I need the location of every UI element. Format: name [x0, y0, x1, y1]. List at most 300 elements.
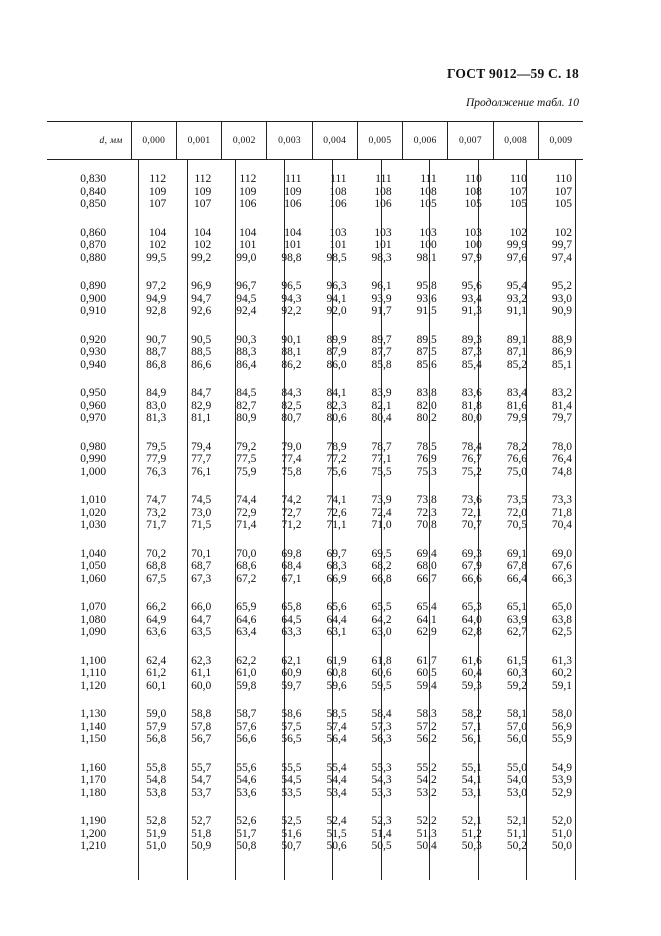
- value-cell: 100: [464, 239, 482, 251]
- value-cell: 66,2: [146, 601, 167, 613]
- value-cell: 104: [194, 226, 212, 239]
- value-cell: 55,3: [371, 761, 392, 774]
- value-cell: 64,4: [326, 613, 347, 626]
- value-cell: 58,1: [506, 708, 527, 720]
- value-cell: 103: [419, 226, 437, 239]
- value-cell: 76,1: [191, 465, 212, 478]
- value-cell: 58,5: [326, 708, 347, 720]
- value-cell: 69,4: [416, 547, 437, 560]
- table-row: [47, 359, 583, 372]
- value-cell: 83,0: [146, 399, 167, 412]
- value-cell: 73,0: [191, 506, 212, 519]
- value-cell: 63,6: [146, 626, 167, 638]
- value-cell: 56,6: [236, 733, 257, 745]
- value-cell: 92,0: [326, 305, 347, 317]
- value-cell: 70,2: [146, 547, 167, 560]
- value-cell: 91,1: [506, 305, 527, 317]
- table-header-row: [47, 122, 583, 160]
- value-cell: 56,2: [416, 733, 437, 745]
- value-cell: 107: [509, 185, 527, 198]
- value-cell: 87,5: [416, 346, 437, 358]
- value-cell: 103: [329, 226, 347, 239]
- table-row: [47, 346, 583, 359]
- value-cell: 67,3: [191, 572, 212, 585]
- value-cell: 63,5: [191, 626, 212, 638]
- value-cell: 54,9: [551, 761, 573, 774]
- value-cell: 53,5: [281, 786, 302, 799]
- value-cell: 107: [148, 198, 167, 210]
- value-cell: 71,0: [371, 519, 392, 531]
- table-row: [47, 227, 583, 240]
- table-row: [47, 601, 583, 614]
- table-row: [47, 507, 583, 520]
- value-cell: 88,9: [551, 333, 573, 346]
- table-row: [47, 280, 583, 293]
- table-row: [47, 560, 583, 573]
- value-cell: 97,6: [506, 251, 527, 264]
- diameter-cell: 1,080: [80, 613, 107, 626]
- value-cell: 90,3: [236, 333, 257, 346]
- value-cell: 87,7: [371, 346, 392, 358]
- table-row: [47, 721, 583, 734]
- row-group: [47, 601, 583, 639]
- diameter-cell: 1,180: [80, 786, 107, 799]
- diameter-cell: 1,150: [80, 733, 107, 745]
- diameter-cell: 1,140: [80, 720, 107, 733]
- row-group: [47, 280, 583, 318]
- value-cell: 70,8: [416, 519, 437, 531]
- value-cell: 111: [375, 173, 392, 185]
- value-cell: 112: [194, 173, 212, 185]
- value-cell: 94,5: [236, 292, 257, 305]
- value-cell: 89,7: [371, 333, 392, 346]
- value-cell: 50,0: [551, 840, 573, 852]
- table-row: [47, 655, 583, 668]
- value-cell: 96,9: [191, 280, 212, 292]
- value-cell: 50,3: [461, 840, 482, 852]
- table-row: [47, 305, 583, 318]
- value-cell: 54,5: [281, 774, 302, 786]
- value-cell: 52,7: [191, 815, 212, 827]
- value-cell: 51,1: [506, 827, 527, 840]
- value-cell: 63,4: [236, 626, 257, 638]
- value-cell: 56,0: [506, 733, 527, 745]
- value-cell: 73,3: [551, 494, 573, 506]
- value-cell: 55,4: [326, 761, 347, 774]
- table-row: [47, 762, 583, 775]
- value-cell: 78,9: [326, 440, 347, 453]
- value-cell: 59,4: [416, 679, 437, 692]
- value-cell: 66,9: [326, 572, 347, 585]
- diameter-cell: 0,830: [80, 173, 107, 185]
- value-cell: 97,4: [551, 251, 573, 264]
- value-cell: 50,9: [191, 840, 212, 852]
- value-cell: 72,3: [416, 506, 437, 519]
- value-cell: 95,4: [506, 280, 527, 292]
- diameter-cell: 1,100: [80, 654, 107, 667]
- value-cell: 110: [555, 173, 573, 185]
- diameter-cell: 1,210: [80, 840, 107, 852]
- value-cell: 58,4: [371, 708, 392, 720]
- diameter-cell: 0,940: [80, 358, 107, 371]
- value-cell: 57,4: [326, 720, 347, 733]
- value-cell: 81,1: [191, 412, 212, 424]
- column-header: 0,007: [447, 122, 492, 159]
- value-cell: 84,7: [191, 387, 212, 399]
- row-group: [47, 548, 583, 586]
- table-row: [47, 626, 583, 639]
- value-cell: 86,6: [191, 358, 212, 371]
- value-cell: 75,9: [236, 465, 257, 478]
- value-cell: 82,5: [281, 399, 302, 412]
- value-cell: 50,8: [236, 840, 257, 852]
- value-cell: 52,5: [281, 815, 302, 827]
- value-cell: 55,9: [551, 733, 573, 745]
- column-header: 0,002: [221, 122, 266, 159]
- diameter-cell: 1,030: [80, 519, 107, 531]
- value-cell: 53,1: [461, 786, 482, 799]
- value-cell: 98,1: [416, 251, 437, 264]
- value-cell: 64,1: [416, 613, 437, 626]
- value-cell: 76,4: [551, 453, 573, 465]
- value-cell: 94,9: [146, 292, 167, 305]
- value-cell: 56,5: [281, 733, 302, 745]
- value-cell: 110: [465, 173, 482, 185]
- value-cell: 51,7: [236, 827, 257, 840]
- value-cell: 89,9: [326, 333, 347, 346]
- value-cell: 60,1: [146, 679, 167, 692]
- value-cell: 62,4: [146, 654, 167, 667]
- value-cell: 70,7: [461, 519, 482, 531]
- value-cell: 52,4: [326, 815, 347, 827]
- value-cell: 60,5: [416, 667, 437, 679]
- value-cell: 83,9: [371, 387, 392, 399]
- value-cell: 85,2: [506, 358, 527, 371]
- value-cell: 65,4: [416, 601, 437, 613]
- value-cell: 50,5: [371, 840, 392, 852]
- value-cell: 64,7: [191, 613, 212, 626]
- value-cell: 86,0: [326, 358, 347, 371]
- value-cell: 76,7: [461, 453, 482, 465]
- value-cell: 83,6: [461, 387, 482, 399]
- value-cell: 55,0: [506, 761, 527, 774]
- value-cell: 63,3: [281, 626, 302, 638]
- value-cell: 101: [284, 239, 302, 251]
- value-cell: 51,8: [191, 827, 212, 840]
- table-row: [47, 387, 583, 400]
- row-group: [47, 173, 583, 211]
- value-cell: 65,8: [281, 601, 302, 613]
- value-cell: 68,0: [416, 560, 437, 572]
- value-cell: 93,2: [506, 292, 527, 305]
- column-header: 0,009: [538, 122, 583, 159]
- value-cell: 103: [374, 226, 392, 239]
- value-cell: 86,4: [236, 358, 257, 371]
- diameter-cell: 0,930: [80, 346, 107, 358]
- value-cell: 52,1: [461, 815, 482, 827]
- row-group: [47, 762, 583, 800]
- value-cell: 53,4: [326, 786, 347, 799]
- value-cell: 84,9: [146, 387, 167, 399]
- value-cell: 57,6: [236, 720, 257, 733]
- value-cell: 59,8: [236, 679, 257, 692]
- value-cell: 78,4: [461, 440, 482, 453]
- table-row: [47, 680, 583, 693]
- value-cell: 51,3: [416, 827, 437, 840]
- value-cell: 55,6: [236, 761, 257, 774]
- value-cell: 61,6: [461, 654, 482, 667]
- value-cell: 71,1: [326, 519, 347, 531]
- value-cell: 60,6: [371, 667, 392, 679]
- value-cell: 104: [284, 226, 302, 239]
- value-cell: 61,0: [236, 667, 257, 679]
- row-group: [47, 494, 583, 532]
- value-cell: 77,2: [326, 453, 347, 465]
- value-cell: 50,6: [326, 840, 347, 852]
- value-cell: 68,2: [371, 560, 392, 572]
- value-cell: 51,5: [326, 827, 347, 840]
- value-cell: 78,7: [371, 440, 392, 453]
- value-cell: 54,2: [416, 774, 437, 786]
- value-cell: 89,1: [506, 333, 527, 346]
- value-cell: 62,5: [551, 626, 573, 638]
- table-row: [47, 774, 583, 787]
- diameter-cell: 1,190: [80, 815, 107, 827]
- value-cell: 102: [194, 239, 212, 251]
- table-continuation-caption: Продолжение табл. 10: [466, 97, 579, 109]
- value-cell: 101: [374, 239, 392, 251]
- diameter-cell: 0,920: [80, 333, 107, 346]
- table-row: [47, 400, 583, 413]
- diameter-cell: 0,900: [80, 292, 107, 305]
- value-cell: 109: [239, 185, 257, 198]
- value-cell: 90,7: [146, 333, 167, 346]
- value-cell: 92,2: [281, 305, 302, 317]
- value-cell: 62,7: [506, 626, 527, 638]
- value-cell: 51,2: [461, 827, 482, 840]
- value-cell: 61,9: [326, 654, 347, 667]
- value-cell: 66,3: [551, 572, 573, 585]
- value-cell: 86,8: [146, 358, 167, 371]
- value-cell: 97,2: [146, 280, 167, 292]
- value-cell: 80,6: [326, 412, 347, 424]
- value-cell: 56,4: [326, 733, 347, 745]
- value-cell: 107: [194, 198, 212, 210]
- value-cell: 72,4: [371, 506, 392, 519]
- diameter-cell: 1,040: [80, 547, 107, 560]
- value-cell: 105: [554, 198, 573, 210]
- value-cell: 76,3: [146, 465, 167, 478]
- value-cell: 82,1: [371, 399, 392, 412]
- value-cell: 96,7: [236, 280, 257, 292]
- value-cell: 64,9: [146, 613, 167, 626]
- diameter-cell: 0,860: [80, 226, 107, 239]
- table-row: [47, 840, 583, 853]
- value-cell: 103: [464, 226, 482, 239]
- column-header: 0,008: [493, 122, 538, 159]
- value-cell: 62,8: [461, 626, 482, 638]
- value-cell: 67,9: [461, 560, 482, 572]
- value-cell: 60,4: [461, 667, 482, 679]
- value-cell: 84,1: [326, 387, 347, 399]
- value-cell: 70,0: [236, 547, 257, 560]
- value-cell: 60,8: [326, 667, 347, 679]
- diameter-cell: 1,120: [80, 679, 107, 692]
- value-cell: 106: [374, 198, 392, 210]
- value-cell: 74,5: [191, 494, 212, 506]
- value-cell: 78,0: [551, 440, 573, 453]
- value-cell: 54,0: [506, 774, 527, 786]
- value-cell: 80,2: [416, 412, 437, 424]
- value-cell: 80,4: [371, 412, 392, 424]
- diameter-cell: 1,200: [80, 827, 107, 840]
- table-body: [47, 160, 583, 880]
- table-row: [47, 198, 583, 211]
- value-cell: 53,6: [236, 786, 257, 799]
- value-cell: 105: [509, 198, 527, 210]
- value-cell: 74,4: [236, 494, 257, 506]
- value-cell: 75,5: [371, 465, 392, 478]
- value-cell: 55,5: [281, 761, 302, 774]
- value-cell: 77,5: [236, 453, 257, 465]
- value-cell: 72,6: [326, 506, 347, 519]
- value-cell: 69,7: [326, 547, 347, 560]
- diameter-cell: 1,090: [80, 626, 107, 638]
- value-cell: 99,5: [146, 251, 167, 264]
- value-cell: 71,4: [236, 519, 257, 531]
- value-cell: 80,7: [281, 412, 302, 424]
- value-cell: 93,0: [551, 292, 573, 305]
- table-row: [47, 548, 583, 561]
- value-cell: 86,2: [281, 358, 302, 371]
- value-cell: 91,3: [461, 305, 482, 317]
- column-header: 0,000: [131, 122, 176, 159]
- value-cell: 54,8: [146, 774, 167, 786]
- value-cell: 73,5: [506, 494, 527, 506]
- value-cell: 53,0: [506, 786, 527, 799]
- value-cell: 50,7: [281, 840, 302, 852]
- value-cell: 112: [149, 173, 167, 185]
- value-cell: 57,0: [506, 720, 527, 733]
- diameter-cell: 0,990: [80, 453, 107, 465]
- value-cell: 88,3: [236, 346, 257, 358]
- value-cell: 79,4: [191, 440, 212, 453]
- value-cell: 66,6: [461, 572, 482, 585]
- row-group: [47, 387, 583, 425]
- value-cell: 87,3: [461, 346, 482, 358]
- value-cell: 106: [239, 198, 257, 210]
- value-cell: 64,2: [371, 613, 392, 626]
- value-cell: 107: [554, 185, 573, 198]
- value-cell: 105: [464, 198, 482, 210]
- value-cell: 109: [148, 185, 167, 198]
- value-cell: 57,1: [461, 720, 482, 733]
- value-cell: 68,3: [326, 560, 347, 572]
- value-cell: 64,0: [461, 613, 482, 626]
- value-cell: 72,7: [281, 506, 302, 519]
- value-cell: 81,3: [146, 412, 167, 424]
- value-cell: 93,4: [461, 292, 482, 305]
- value-cell: 58,6: [281, 708, 302, 720]
- value-cell: 90,1: [281, 333, 302, 346]
- value-cell: 85,4: [461, 358, 482, 371]
- value-cell: 60,3: [506, 667, 527, 679]
- column-header: 0,001: [176, 122, 221, 159]
- value-cell: 69,1: [506, 547, 527, 560]
- row-group: [47, 815, 583, 853]
- value-cell: 80,9: [236, 412, 257, 424]
- value-cell: 65,5: [371, 601, 392, 613]
- value-cell: 66,4: [506, 572, 527, 585]
- value-cell: 52,6: [236, 815, 257, 827]
- value-cell: 88,1: [281, 346, 302, 358]
- value-cell: 92,6: [191, 305, 212, 317]
- value-cell: 51,4: [371, 827, 392, 840]
- value-cell: 59,2: [506, 679, 527, 692]
- value-cell: 105: [419, 198, 437, 210]
- value-cell: 57,9: [146, 720, 167, 733]
- value-cell: 67,2: [236, 572, 257, 585]
- value-cell: 91,7: [371, 305, 392, 317]
- table-row: [47, 453, 583, 466]
- value-cell: 67,5: [146, 572, 167, 585]
- table-row: [47, 186, 583, 199]
- value-cell: 83,8: [416, 387, 437, 399]
- diameter-column-header: d, мм: [99, 135, 123, 146]
- column-header: 0,004: [312, 122, 357, 159]
- diameter-cell: 1,130: [80, 708, 107, 720]
- table-row: [47, 334, 583, 347]
- value-cell: 65,1: [506, 601, 527, 613]
- value-cell: 63,1: [326, 626, 347, 638]
- value-cell: 66,8: [371, 572, 392, 585]
- value-cell: 72,0: [506, 506, 527, 519]
- value-cell: 92,4: [236, 305, 257, 317]
- value-cell: 77,4: [281, 453, 302, 465]
- table-row: [47, 441, 583, 454]
- value-cell: 88,5: [191, 346, 212, 358]
- value-cell: 74,8: [551, 465, 573, 478]
- value-cell: 58,3: [416, 708, 437, 720]
- value-cell: 75,2: [461, 465, 482, 478]
- value-cell: 51,0: [551, 827, 573, 840]
- value-cell: 67,6: [551, 560, 573, 572]
- table-row: [47, 708, 583, 721]
- value-cell: 53,8: [146, 786, 167, 799]
- value-cell: 91,5: [416, 305, 437, 317]
- value-cell: 104: [148, 226, 167, 239]
- diameter-cell: 1,110: [80, 667, 107, 679]
- value-cell: 108: [419, 185, 437, 198]
- page-header: ГОСТ 9012—59 С. 18: [446, 66, 579, 81]
- value-cell: 54,1: [461, 774, 482, 786]
- value-cell: 82,0: [416, 399, 437, 412]
- value-cell: 85,8: [371, 358, 392, 371]
- value-cell: 70,4: [551, 519, 573, 531]
- value-cell: 51,6: [281, 827, 302, 840]
- value-cell: 53,7: [191, 786, 212, 799]
- table-row: [47, 519, 583, 532]
- value-cell: 101: [329, 239, 347, 251]
- diameter-cell: 1,070: [80, 601, 107, 613]
- value-cell: 66,7: [416, 572, 437, 585]
- value-cell: 53,2: [416, 786, 437, 799]
- value-cell: 90,5: [191, 333, 212, 346]
- value-cell: 112: [239, 173, 257, 185]
- value-cell: 52,0: [551, 815, 573, 827]
- value-cell: 95,2: [551, 280, 573, 292]
- value-cell: 72,9: [236, 506, 257, 519]
